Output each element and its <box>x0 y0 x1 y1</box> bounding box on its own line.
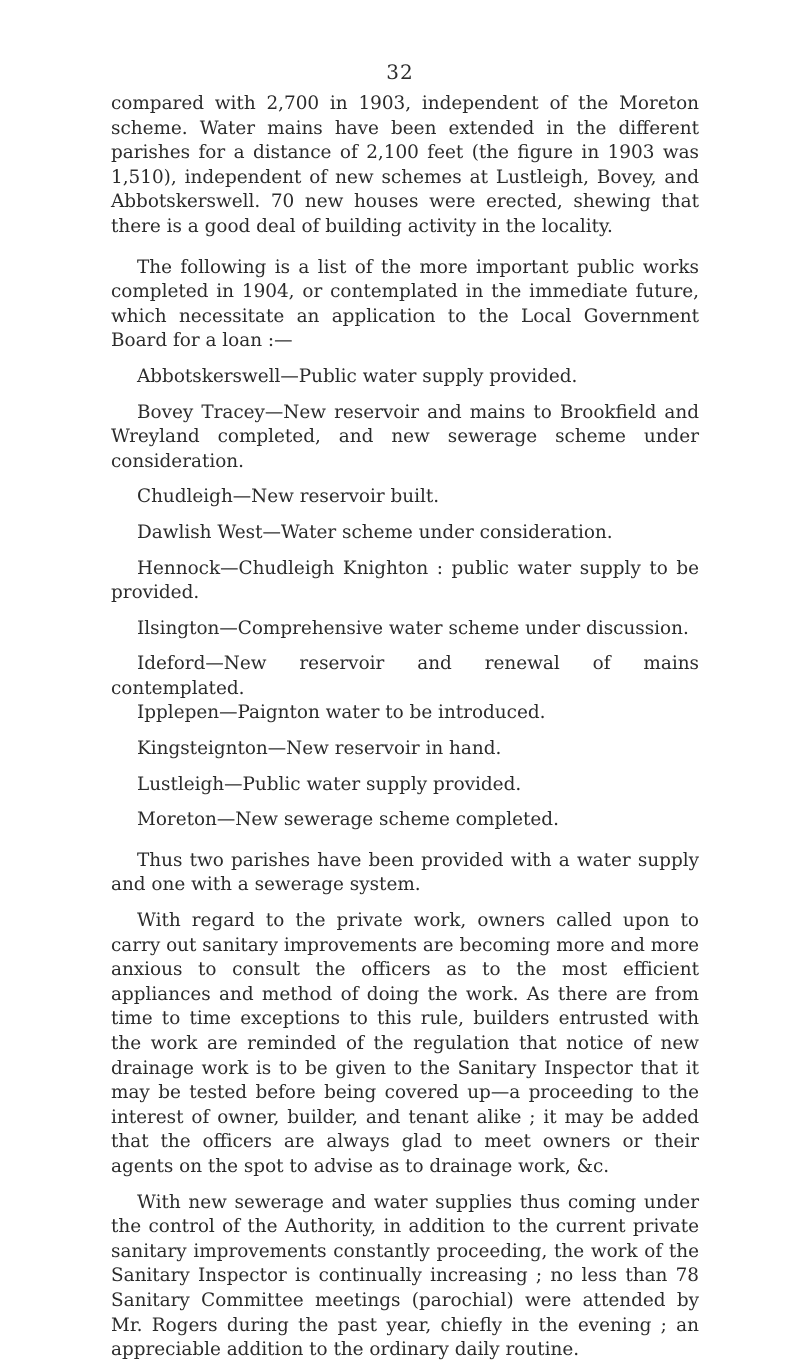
paragraph-public-works-intro: The following is a list of the more important public works completed in 1904, or contemplated in the immediate future, which necessitate an application to the Local Government Board for a loan :— <box>111 256 699 352</box>
body-text <box>111 92 699 1363</box>
list-item: Kingsteignton—New reservoir in hand. <box>137 738 502 760</box>
list-item: Abbotskerswell—Public water supply provided. <box>137 365 578 387</box>
list-item: Ilsington—Comprehensive water scheme under discussion. <box>137 617 689 639</box>
list-item: Ipplepen—Paignton water to be introduced. <box>137 702 546 724</box>
list-item: Chudleigh—New reservoir built. <box>137 486 440 508</box>
public-works-list <box>111 365 699 833</box>
paragraph-summary: Thus two parishes have been provided with a water supply and one with a sewerage system. <box>111 849 699 896</box>
page-number: 32 <box>386 60 414 84</box>
list-item: Dawlish West—Water scheme under consideration. <box>137 521 613 543</box>
list-item: Hennock—Chudleigh Knighton : public water supply to be provided. <box>111 557 699 604</box>
list-item: Ideford—New reservoir and renewal of mains contemplated. <box>111 653 699 699</box>
paragraph-inspector-workload: With new sewerage and water supplies thus coming under the control of the Authority, in addition to the current private sanitary improvements constantly proceeding, the work of the Sanitary Inspector is continually increasing ; no less than 78 Sanitary Committee meetings (parochial) were attended by Mr. Rogers during the past year, chiefly in the evening ; an appreciable addition to the ordinary daily routine. <box>111 1191 699 1361</box>
paragraph-intro-continuation: compared with 2,700 in 1903, independent of the Moreton scheme. Water mains have been extended in the different parishes for a distance of 2,100 feet (the figure in 1903 was 1,510), independent of new schemes at Lustleigh, Bovey, and Abbotskerswell. 70 new houses were erected, shewing that there is a good deal of building activity in the locality. <box>111 93 699 237</box>
list-item: Bovey Tracey—New reservoir and mains to Brookfield and Wreyland completed, and new sewerage scheme under consideration. <box>111 401 699 472</box>
paragraph-private-work: With regard to the private work, owners called upon to carry out sanitary improvements are becoming more and more anxious to consult the officers as to the most efficient appliances and method of doing the work. As there are from time to time exceptions to this rule, builders entrusted with the work are reminded of the regulation that notice of new drainage work is to be given to the Sanitary Inspector that it may be tested before being covered up—a proceeding to the interest of owner, builder, and tenant alike ; it may be added that the officers are always glad to meet owners or their agents on the spot to advise as to drainage work, &c. <box>111 910 699 1177</box>
list-item: Moreton—New sewerage scheme completed. <box>137 809 559 831</box>
list-item: Lustleigh—Public water supply provided. <box>137 773 522 795</box>
